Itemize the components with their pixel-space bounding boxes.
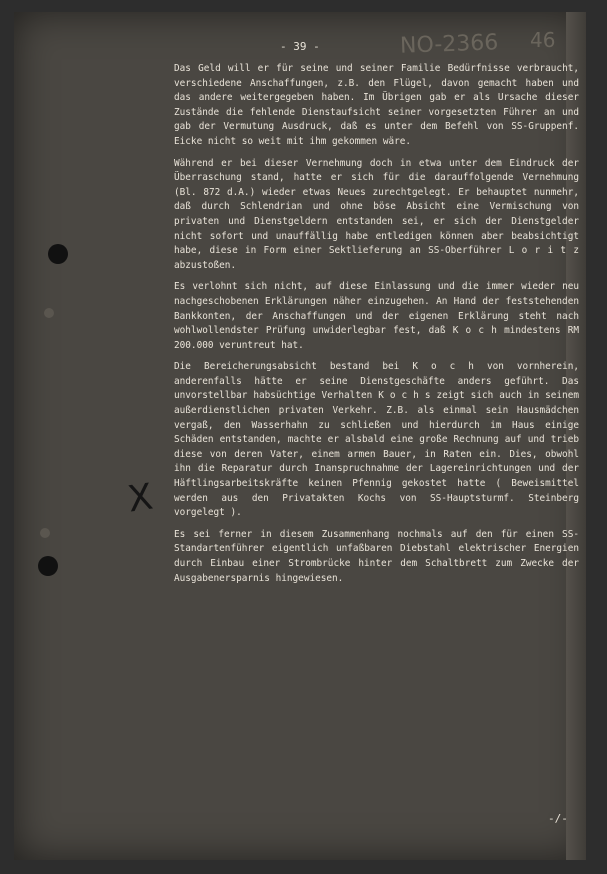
continuation-mark: -/- (548, 812, 568, 825)
paragraph: Es verlohnt sich nicht, auf diese Einlassung und die immer wieder neu nachgeschobenen Erklärungen näher einzugehen. An Hand der feststehenden Bankkonten, der Anschaffungen und der eigenen Erklärung steht nach wohlwollendster Prüfung unwiderlegbar fest, daß K o c h mindestens RM 200.000 veruntreut hat. (174, 281, 579, 351)
paragraph: Während er bei dieser Vernehmung doch in etwa unter dem Eindruck der Überraschung stand, hatte er sich für die darauffolgende Vernehmung (Bl. 872 d.A.) wieder etwas Neues zurechtgelegt. Er behauptet nunmehr, daß durch Schlendrian und ohne böse Absicht eine Vermischung von privaten und Dienstgeldern entstanden sei, er sich der Dienstgelder nicht sofort und unauffällig habe entledigen können aber beabsichtigt habe, diese in Form einer Sektlieferung an SS-Oberführer L o r i t z abzustoßen. (174, 157, 579, 271)
staple-mark (44, 308, 54, 318)
punch-hole-bottom (38, 556, 58, 576)
paragraph: Die Bereicherungsabsicht bestand bei K o c h von vornherein, anderenfalls hätte er seine Dienstgeschäfte anders geführt. Das unvorstellbar habsüchtige Verhalten K o c h s zeigt sich auch in seinem außerdienstlichen privaten Verkehr. Z.B. als einmal sein Hausmädchen vergaß, den Wasserhahn zu schließen und hierdurch im Haus einige Schäden entstanden, machte er alsbald eine große Rechnung auf und trieb diese von deren Vater, einem armen Bauer, in Raten ein. Dies, obwohl ihn die Reparatur durch Inanspruchnahme der Lagereinrichtungen und der Häftlingsarbeitskräfte keinen Pfennig gekostet hatte ( Beweismittel werden aus den Privatakten Kochs von SS-Hauptsturmf. Steinberg vorgelegt ). (174, 361, 579, 519)
handwritten-x-mark: X (125, 476, 156, 521)
document-body (174, 62, 579, 593)
paragraph: Es sei ferner in diesem Zusammenhang nochmals auf den für einen SS-Standartenführer eigentlich unfaßbaren Diebstahl elektrischer Energien durch Einbau einer Strombrücke hinter dem Schaltbrett zum Zwecke der Ausgabenersparnis hingewiesen. (174, 528, 579, 584)
folio-number: 46 (530, 28, 556, 52)
punch-hole-top (48, 244, 68, 264)
document-stamp: NO-2366 (399, 30, 499, 59)
paragraph: Das Geld will er für seine und seiner Familie Bedürfnisse verbraucht, verschiedene Anschaffungen, z.B. den Flügel, davon gemacht haben und das andere weitergegeben haben. Im Übrigen gab er als Ursache dieser Zustände die fehlende Dienstaufsicht seiner vorgesetzten Führer an und gab der Vermutung Ausdruck, daß es unter dem Befehl von SS-Gruppenf. Eicke nicht so weit mit ihm gekommen wäre. (174, 63, 579, 147)
page-number: - 39 - (280, 40, 320, 53)
staple-mark (40, 528, 50, 538)
